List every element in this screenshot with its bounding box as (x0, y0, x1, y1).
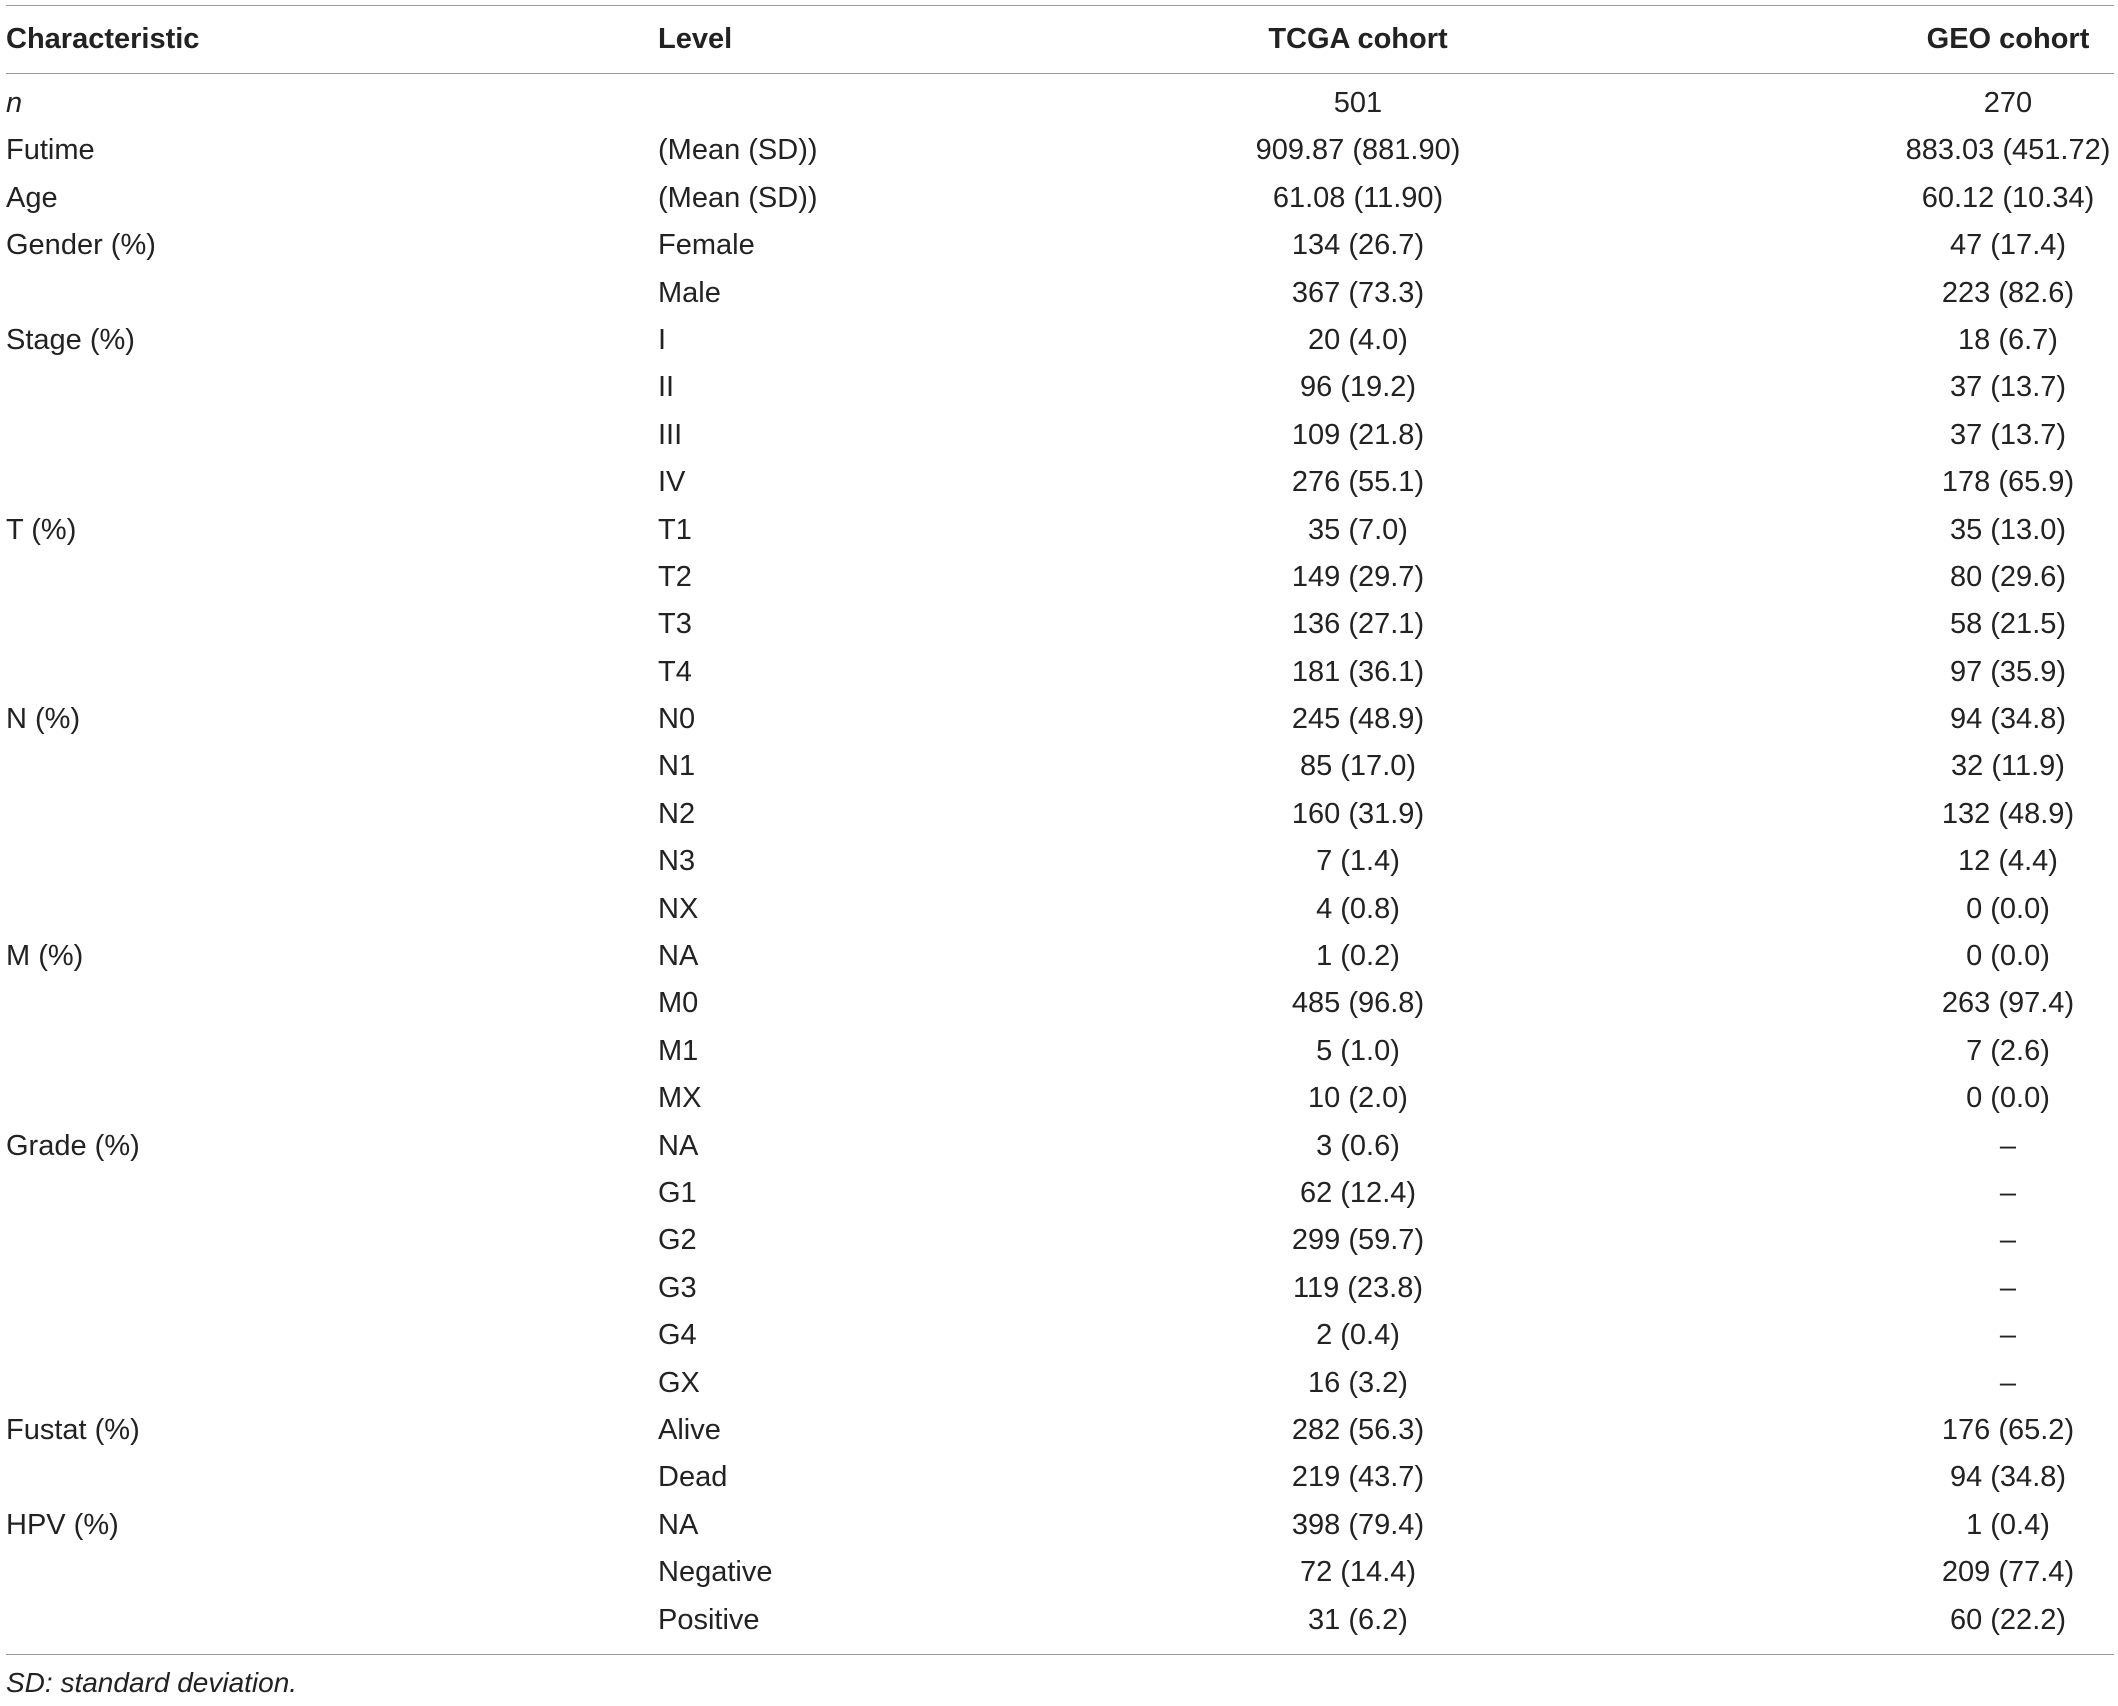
cell-geo-value: – (1999, 1224, 2017, 1257)
table-row (6, 1265, 2114, 1312)
cell-tcga-value: 96 (19.2) (1299, 371, 1417, 404)
table-row (6, 507, 2114, 554)
table-row (6, 127, 2114, 174)
table-row (6, 601, 2114, 648)
cell-level: Negative (658, 1556, 773, 1589)
table-row (6, 1549, 2114, 1596)
cell-tcga-value: 276 (55.1) (1291, 466, 1425, 499)
table-row (6, 459, 2114, 506)
cell-tcga-value: 501 (1333, 87, 1383, 119)
cell-level: Female (658, 229, 755, 262)
table-row (6, 80, 2114, 127)
cell-level: II (658, 371, 675, 404)
cell-tcga-value: 16 (3.2) (1308, 1366, 1408, 1399)
cell-geo-value: 263 (97.4) (1941, 987, 2075, 1020)
cell-tcga-value: 485 (96.8) (1291, 987, 1425, 1020)
table-row (6, 1217, 2114, 1264)
cell-tcga-value: 1 (0.2) (1316, 940, 1400, 973)
cell-level: N2 (658, 797, 696, 830)
cell-geo-value: 0 (0.0) (1966, 940, 2050, 973)
cell-level: Male (658, 276, 721, 309)
cell-tcga-value: 181 (36.1) (1291, 655, 1425, 688)
cell-tcga-value: 219 (43.7) (1291, 1461, 1425, 1494)
cell-geo-value: 47 (17.4) (1949, 229, 2067, 262)
cell-geo-value: 60.12 (10.34) (1921, 181, 2095, 214)
cell-tcga-value: 299 (59.7) (1291, 1224, 1425, 1257)
cell-tcga-value: 3 (0.6) (1316, 1129, 1400, 1162)
cell-level: T3 (658, 608, 692, 641)
cell-tcga-value: 72 (14.4) (1299, 1556, 1417, 1589)
cell-level: I (658, 323, 667, 356)
cell-geo-value: 0 (0.0) (1966, 1082, 2050, 1115)
cell-characteristic: n (6, 87, 23, 119)
table-row (6, 364, 2114, 411)
cell-characteristic: Age (6, 181, 58, 214)
cell-level: NX (658, 892, 699, 925)
cell-characteristic: M (%) (6, 940, 84, 973)
cell-tcga-value: 134 (26.7) (1291, 229, 1425, 262)
cell-geo-value: – (1999, 1319, 2017, 1352)
cell-level: (Mean (SD)) (658, 181, 818, 214)
bottom-rule (6, 1654, 2114, 1655)
cell-geo-value: 883.03 (451.72) (1905, 134, 2111, 167)
cell-tcga-value: 4 (0.8) (1316, 892, 1400, 925)
table-row (6, 412, 2114, 459)
cell-level: G2 (658, 1224, 697, 1257)
cell-geo-value: 37 (13.7) (1949, 371, 2067, 404)
cell-characteristic: HPV (%) (6, 1508, 119, 1541)
cell-level: G4 (658, 1319, 697, 1352)
cell-tcga-value: 909.87 (881.90) (1255, 134, 1461, 167)
cell-geo-value: – (1999, 1176, 2017, 1209)
cell-geo-value: 223 (82.6) (1941, 276, 2075, 309)
cell-level: M1 (658, 1034, 699, 1067)
cell-level: NA (658, 1508, 699, 1541)
table-row (6, 222, 2114, 269)
cell-geo-value: 35 (13.0) (1949, 513, 2067, 546)
cell-level: N3 (658, 845, 696, 878)
cell-level: G1 (658, 1176, 697, 1209)
cell-characteristic: N (%) (6, 703, 81, 736)
cell-tcga-value: 61.08 (11.90) (1272, 181, 1444, 214)
table-row (6, 1312, 2114, 1359)
cell-level: T4 (658, 655, 692, 688)
cell-tcga-value: 367 (73.3) (1291, 276, 1425, 309)
cell-geo-value: 60 (22.2) (1949, 1603, 2067, 1636)
cell-geo-value: 94 (34.8) (1949, 1461, 2067, 1494)
cell-level: T2 (658, 560, 692, 593)
table-row (6, 317, 2114, 364)
cell-geo-value: 7 (2.6) (1966, 1034, 2050, 1067)
cell-tcga-value: 149 (29.7) (1291, 560, 1425, 593)
cell-tcga-value: 20 (4.0) (1308, 323, 1408, 356)
table-row (6, 886, 2114, 933)
cell-level: NA (658, 940, 699, 973)
cell-tcga-value: 136 (27.1) (1291, 608, 1425, 641)
table-header-row: Characteristic Level TCGA cohort GEO cohort (6, 6, 2114, 73)
cell-level: III (658, 418, 683, 451)
table-body (6, 74, 2114, 1654)
cell-tcga-value: 245 (48.9) (1291, 703, 1425, 736)
cell-level: N0 (658, 703, 696, 736)
table-row (6, 743, 2114, 790)
table-row (6, 270, 2114, 317)
table-row (6, 1028, 2114, 1075)
cell-characteristic: Futime (6, 134, 95, 167)
cell-level: MX (658, 1082, 702, 1115)
cell-tcga-value: 2 (0.4) (1316, 1319, 1400, 1352)
cell-tcga-value: 109 (21.8) (1291, 418, 1425, 451)
cell-tcga-value: 160 (31.9) (1291, 797, 1425, 830)
table-row (6, 696, 2114, 743)
cell-level: T1 (658, 513, 692, 546)
cell-geo-value: 80 (29.6) (1949, 560, 2067, 593)
cell-geo-value: 37 (13.7) (1949, 418, 2067, 451)
table-row (6, 933, 2114, 980)
cell-tcga-value: 35 (7.0) (1308, 513, 1408, 546)
cell-tcga-value: 85 (17.0) (1299, 750, 1417, 783)
cell-tcga-value: 62 (12.4) (1299, 1176, 1417, 1209)
cell-characteristic: Grade (%) (6, 1129, 140, 1162)
cell-geo-value: 32 (11.9) (1951, 750, 2065, 783)
cell-characteristic: Fustat (%) (6, 1413, 140, 1446)
cell-level: Dead (658, 1461, 728, 1494)
table-row (6, 980, 2114, 1027)
cell-level: M0 (658, 987, 699, 1020)
header-level: Level (658, 23, 733, 55)
table-row (6, 175, 2114, 222)
cell-geo-value: 94 (34.8) (1949, 703, 2067, 736)
table-row (6, 1075, 2114, 1122)
cell-geo-value: 0 (0.0) (1966, 892, 2050, 925)
cell-geo-value: – (1999, 1271, 2017, 1304)
cell-level: Alive (658, 1413, 721, 1446)
data-table (6, 5, 2114, 1699)
cell-level: G3 (658, 1271, 697, 1304)
table-row (6, 1170, 2114, 1217)
cell-characteristic: Gender (%) (6, 229, 156, 262)
cell-geo-value: 1 (0.4) (1966, 1508, 2050, 1541)
cell-geo-value: 12 (4.4) (1958, 845, 2058, 878)
cell-level: NA (658, 1129, 699, 1162)
cell-tcga-value: 5 (1.0) (1316, 1034, 1400, 1067)
table-footnote: SD: standard deviation. (6, 1666, 298, 1698)
cell-geo-value: 18 (6.7) (1958, 323, 2058, 356)
cell-level: (Mean (SD)) (658, 134, 818, 167)
table-row (6, 838, 2114, 885)
cell-tcga-value: 10 (2.0) (1308, 1082, 1408, 1115)
table-row (6, 1597, 2114, 1644)
cell-geo-value: – (1999, 1366, 2017, 1399)
cell-geo-value: 209 (77.4) (1941, 1556, 2075, 1589)
cell-level: IV (658, 466, 686, 499)
cell-tcga-value: 31 (6.2) (1308, 1603, 1408, 1636)
cell-geo-value: 178 (65.9) (1941, 466, 2075, 499)
cell-tcga-value: 282 (56.3) (1291, 1413, 1425, 1446)
cell-level: GX (658, 1366, 700, 1399)
cell-level: N1 (658, 750, 696, 783)
cell-characteristic: T (%) (6, 513, 77, 546)
table-row (6, 1360, 2114, 1407)
cell-characteristic: Stage (%) (6, 323, 135, 356)
table-row (6, 1407, 2114, 1454)
table-row (6, 1454, 2114, 1501)
cell-geo-value: 176 (65.2) (1941, 1413, 2075, 1446)
table-row (6, 791, 2114, 838)
cell-geo-value: 97 (35.9) (1949, 655, 2067, 688)
header-characteristic: Characteristic (6, 23, 200, 55)
table-row (6, 1502, 2114, 1549)
table-row (6, 649, 2114, 696)
cell-geo-value: 270 (1983, 87, 2033, 119)
cell-level: Positive (658, 1603, 760, 1636)
cell-geo-value: 132 (48.9) (1941, 797, 2075, 830)
cell-geo-value: – (1999, 1129, 2017, 1162)
table-row (6, 1123, 2114, 1170)
table-row (6, 554, 2114, 601)
cell-tcga-value: 398 (79.4) (1291, 1508, 1425, 1541)
cell-tcga-value: 119 (23.8) (1292, 1271, 1424, 1304)
cell-geo-value: 58 (21.5) (1949, 608, 2067, 641)
cell-tcga-value: 7 (1.4) (1316, 845, 1400, 878)
